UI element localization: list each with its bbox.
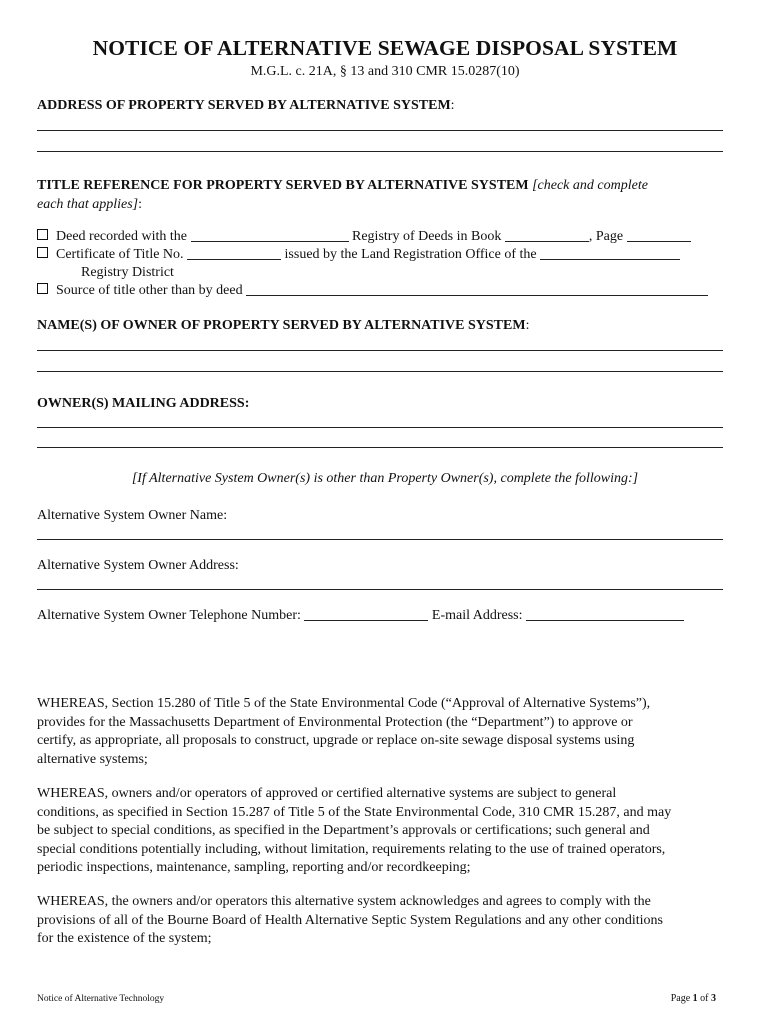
deed-registry-blank[interactable] [191, 229, 349, 242]
alt-owner-email-blank[interactable] [526, 608, 684, 621]
footer-document-name: Notice of Alternative Technology [37, 994, 165, 1004]
certificate-number-blank[interactable] [187, 247, 281, 260]
deed-checkbox[interactable] [37, 229, 48, 240]
alt-owner-name-label: Alternative System Owner Name: [37, 508, 228, 523]
whereas-paragraph-1: WHEREAS, Section 15.280 of Title 5 of the State Environmental Code (“Approval of Alternative Systems”), provides for the Massachusetts Department of Environmental Protection (the “Department”) to approve or certify, as appropriate, all proposals to construct, upgrade or replace on-site sewage disposal systems using alternative systems; [37, 696, 651, 767]
other-source-blank[interactable] [246, 283, 708, 296]
mailing-address-heading: OWNER(S) MAILING ADDRESS: [37, 396, 250, 411]
statute-citation: M.G.L. c. 21A, § 13 and 310 CMR 15.0287(10) [250, 64, 520, 79]
property-address-line-1[interactable] [37, 130, 723, 131]
alt-owner-name-line[interactable] [37, 539, 723, 540]
footer-page-number: Page 1 of 3 [670, 993, 716, 1004]
property-address-line-2[interactable] [37, 151, 723, 152]
whereas-paragraph-2: WHEREAS, owners and/or operators of approved or certified alternative systems are subject to general conditions, as specified in Section 15.287 of Title 5 of the State Environmental Code, 310 CMR 15.287, and may be subject to special conditions, as specified in the Department’s approvals or certifications; such general and special conditions potentially including, without limitation, requirements relating to the use of trained operators, periodic inspections, maintenance, sampling, reporting and/or recordkeeping; [37, 786, 672, 875]
owner-names-heading: NAME(S) OF OWNER OF PROPERTY SERVED BY ALTERNATIVE SYSTEM: [37, 318, 530, 333]
mailing-address-line-1[interactable] [37, 427, 723, 428]
registry-district-label: Registry District [81, 265, 174, 280]
alt-owner-address-line[interactable] [37, 589, 723, 590]
owner-names-line-1[interactable] [37, 350, 723, 351]
title-reference-heading: TITLE REFERENCE FOR PROPERTY SERVED BY ALTERNATIVE SYSTEM [check and complete each that applies]: [37, 178, 648, 212]
property-address-heading: ADDRESS OF PROPERTY SERVED BY ALTERNATIVE SYSTEM: [37, 98, 455, 113]
deed-page-blank[interactable] [627, 229, 691, 242]
whereas-paragraph-3: WHEREAS, the owners and/or operators this alternative system acknowledges and agrees to comply with the provisions of all of the Bourne Board of Health Alternative Septic System Regulations and any other conditions for the existence of the system; [37, 894, 663, 946]
alt-owner-contact-row: Alternative System Owner Telephone Number: E-mail Address: [37, 608, 684, 624]
deed-book-blank[interactable] [505, 229, 589, 242]
certificate-option-row: Certificate of Title No. issued by the Land Registration Office of the [37, 247, 680, 263]
deed-option-row: Deed recorded with the Registry of Deeds in Book , Page [37, 229, 691, 245]
owner-names-line-2[interactable] [37, 371, 723, 372]
certificate-checkbox[interactable] [37, 247, 48, 258]
land-registration-office-blank[interactable] [540, 247, 680, 260]
alt-owner-instruction: [If Alternative System Owner(s) is other than Property Owner(s), complete the following:] [131, 471, 639, 486]
alt-owner-phone-blank[interactable] [304, 608, 428, 621]
alt-owner-address-label: Alternative System Owner Address: [37, 558, 239, 573]
other-source-checkbox[interactable] [37, 283, 48, 294]
mailing-address-line-2[interactable] [37, 447, 723, 448]
other-source-option-row: Source of title other than by deed [37, 283, 708, 299]
document-title: NOTICE OF ALTERNATIVE SEWAGE DISPOSAL SYSTEM [92, 36, 678, 60]
